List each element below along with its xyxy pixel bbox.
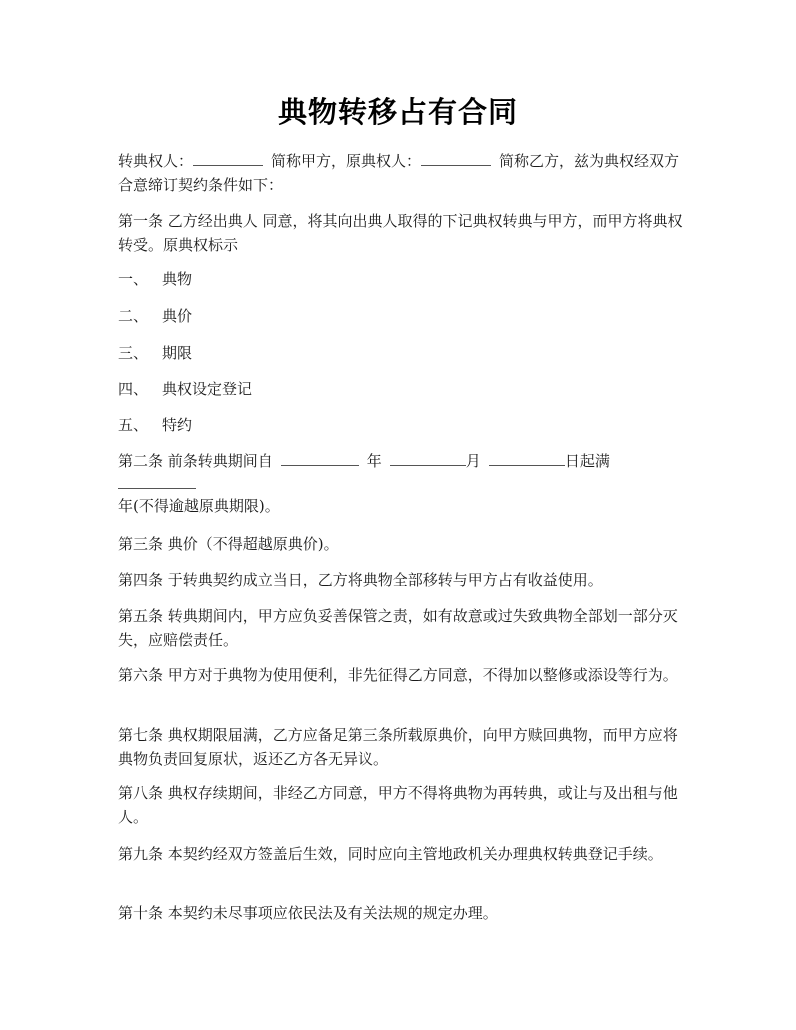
list-item-number: 四、	[118, 380, 149, 398]
list-item-text: 典权设定登记	[162, 380, 253, 398]
list-item	[118, 304, 683, 328]
blank-start-month	[390, 450, 466, 466]
list-item	[118, 267, 683, 291]
clause-2-text-a: 第二条 前条转典期间自	[118, 452, 273, 470]
clause-2-year: 年	[366, 452, 382, 470]
list-item-number: 一、	[118, 270, 149, 288]
clause-8: 第八条 典权存续期间，非经乙方同意，甲方不得将典物为再转典，或让与及出租与他人。	[118, 784, 678, 826]
blank-transferee	[193, 150, 263, 166]
list-item	[118, 413, 683, 437]
clause-2-day: 日起满	[564, 452, 610, 470]
blank-original-holder	[421, 150, 491, 166]
blank-start-year	[281, 450, 359, 466]
list-item-text: 期限	[162, 344, 193, 362]
intro-text-a: 转典权人：	[118, 152, 194, 170]
clause-1: 第一条 乙方经出典人 同意，将其向出典人取得的下记典权转典与甲方，而甲方将典权转受。原典权标示	[118, 212, 683, 254]
clause-7: 第七条 典权期限届满，乙方应备足第三条所载原典价，向甲方赎回典物，而甲方应将典物负责回复原状，返还乙方各无异议。	[118, 726, 678, 768]
clause-3: 第三条 典价（不得超越原典价)。	[118, 535, 339, 553]
blank-term-years	[118, 487, 196, 489]
clause-9: 第九条 本契约经双方签盖后生效，同时应向主管地政机关办理典权转典登记手续。	[118, 845, 663, 863]
list-item	[118, 377, 683, 401]
intro-paragraph	[118, 149, 683, 197]
list-item-number: 二、	[118, 307, 149, 325]
list-item-text: 典价	[162, 307, 193, 325]
list-item	[118, 341, 683, 365]
list-item-text: 特约	[162, 416, 193, 434]
list-item-number: 三、	[118, 344, 149, 362]
list-item-text: 典物	[162, 270, 193, 288]
blank-start-day	[489, 450, 565, 466]
intro-text-b: 简称甲方，原典权人：	[271, 152, 422, 170]
list-item-number: 五、	[118, 416, 149, 434]
intro-text-c: 简称乙方，兹为典权经双方合意缔订契约条件如下：	[118, 152, 680, 194]
clause-2-month: 月	[465, 452, 481, 470]
clause-2	[118, 449, 683, 473]
clause-6: 第六条 甲方对于典物为使用便利，非先征得乙方同意，不得加以整修或添设等行为。	[118, 666, 678, 684]
clause-4: 第四条 于转典契约成立当日，乙方将典物全部移转与甲方占有收益使用。	[118, 571, 603, 589]
clause-10: 第十条 本契约未尽事项应依民法及有关法规的规定办理。	[118, 904, 498, 922]
clause-5: 第五条 转典期间内，甲方应负妥善保管之责，如有故意或过失致典物全部划一部分灭失，应赔偿责任。	[118, 607, 678, 649]
document-title: 典物转移占有合同	[277, 95, 518, 129]
clause-2-continued: 年(不得逾越原典期限)。	[118, 497, 280, 515]
